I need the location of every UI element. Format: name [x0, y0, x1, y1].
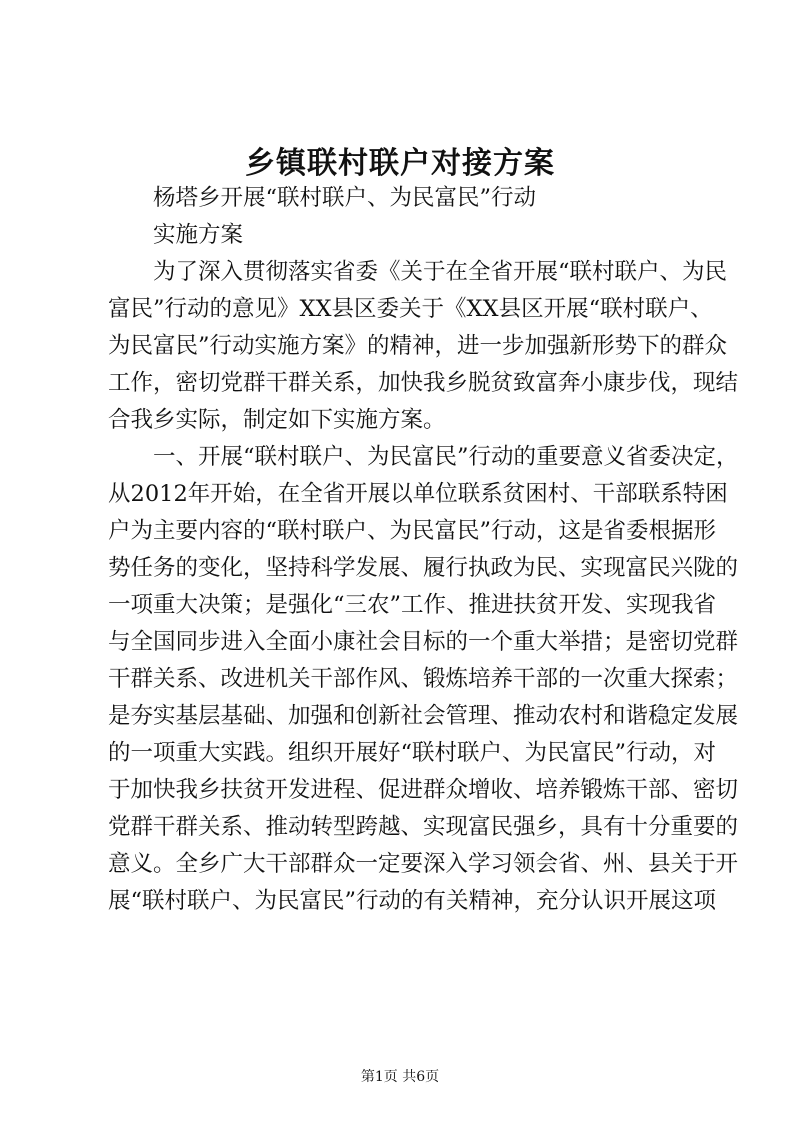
document-body [108, 180, 739, 920]
body-line: 干群关系、改进机关干部作风、锻炼培养干部的一次重大探索； [108, 666, 739, 692]
body-line: 户为主要内容的“联村联户、为民富民”行动，这是省委根据形 [108, 518, 717, 544]
body-line: 一项重大决策；是强化“三农”工作、推进扶贫开发、实现我省 [108, 592, 717, 618]
body-line: 的一项重大实践。组织开展好“联村联户、为民富民”行动，对 [108, 740, 717, 766]
body-line: 杨塔乡开展“联村联户、为民富民”行动 [153, 185, 537, 211]
body-line: 势任务的变化，坚持科学发展、履行执政为民、实现富民兴陇的 [108, 555, 739, 581]
body-line: 展“联村联户、为民富民”行动的有关精神，充分认识开展这项 [108, 888, 717, 914]
body-line: 于加快我乡扶贫开发进程、促进群众增收、培养锻炼干部、密切 [108, 777, 739, 803]
body-line: 党群干群关系、推动转型跨越、实现富民强乡，具有十分重要的 [108, 814, 739, 840]
body-line: 工作，密切党群干群关系，加快我乡脱贫致富奔小康步伐，现结 [108, 370, 739, 396]
body-line: 与全国同步进入全面小康社会目标的一个重大举措；是密切党群 [108, 629, 739, 655]
body-line: 意义。全乡广大干部群众一定要深入学习领会省、州、县关于开 [108, 851, 739, 877]
document-title: 乡镇联村联户对接方案 [245, 146, 555, 181]
body-line: 是夯实基层基础、加强和创新社会管理、推动农村和谐稳定发展 [108, 703, 739, 729]
body-line: 从2012年开始，在全省开展以单位联系贫困村、干部联系特困 [108, 481, 728, 507]
body-line: 一、开展“联村联户、为民富民”行动的重要意义省委决定， [153, 444, 739, 470]
body-line: 为民富民”行动实施方案》的精神，进一步加强新形势下的群众 [108, 333, 728, 359]
body-line: 合我乡实际，制定如下实施方案。 [108, 407, 446, 433]
body-line: 富民”行动的意见》XX县区委关于《XX县区开展“联村联户、 [108, 296, 713, 322]
body-line: 为了深入贯彻落实省委《关于在全省开展“联村联户、为民 [153, 259, 728, 285]
page-footer: 第1页 共6页 [360, 1069, 440, 1085]
body-line: 实施方案 [153, 222, 244, 248]
